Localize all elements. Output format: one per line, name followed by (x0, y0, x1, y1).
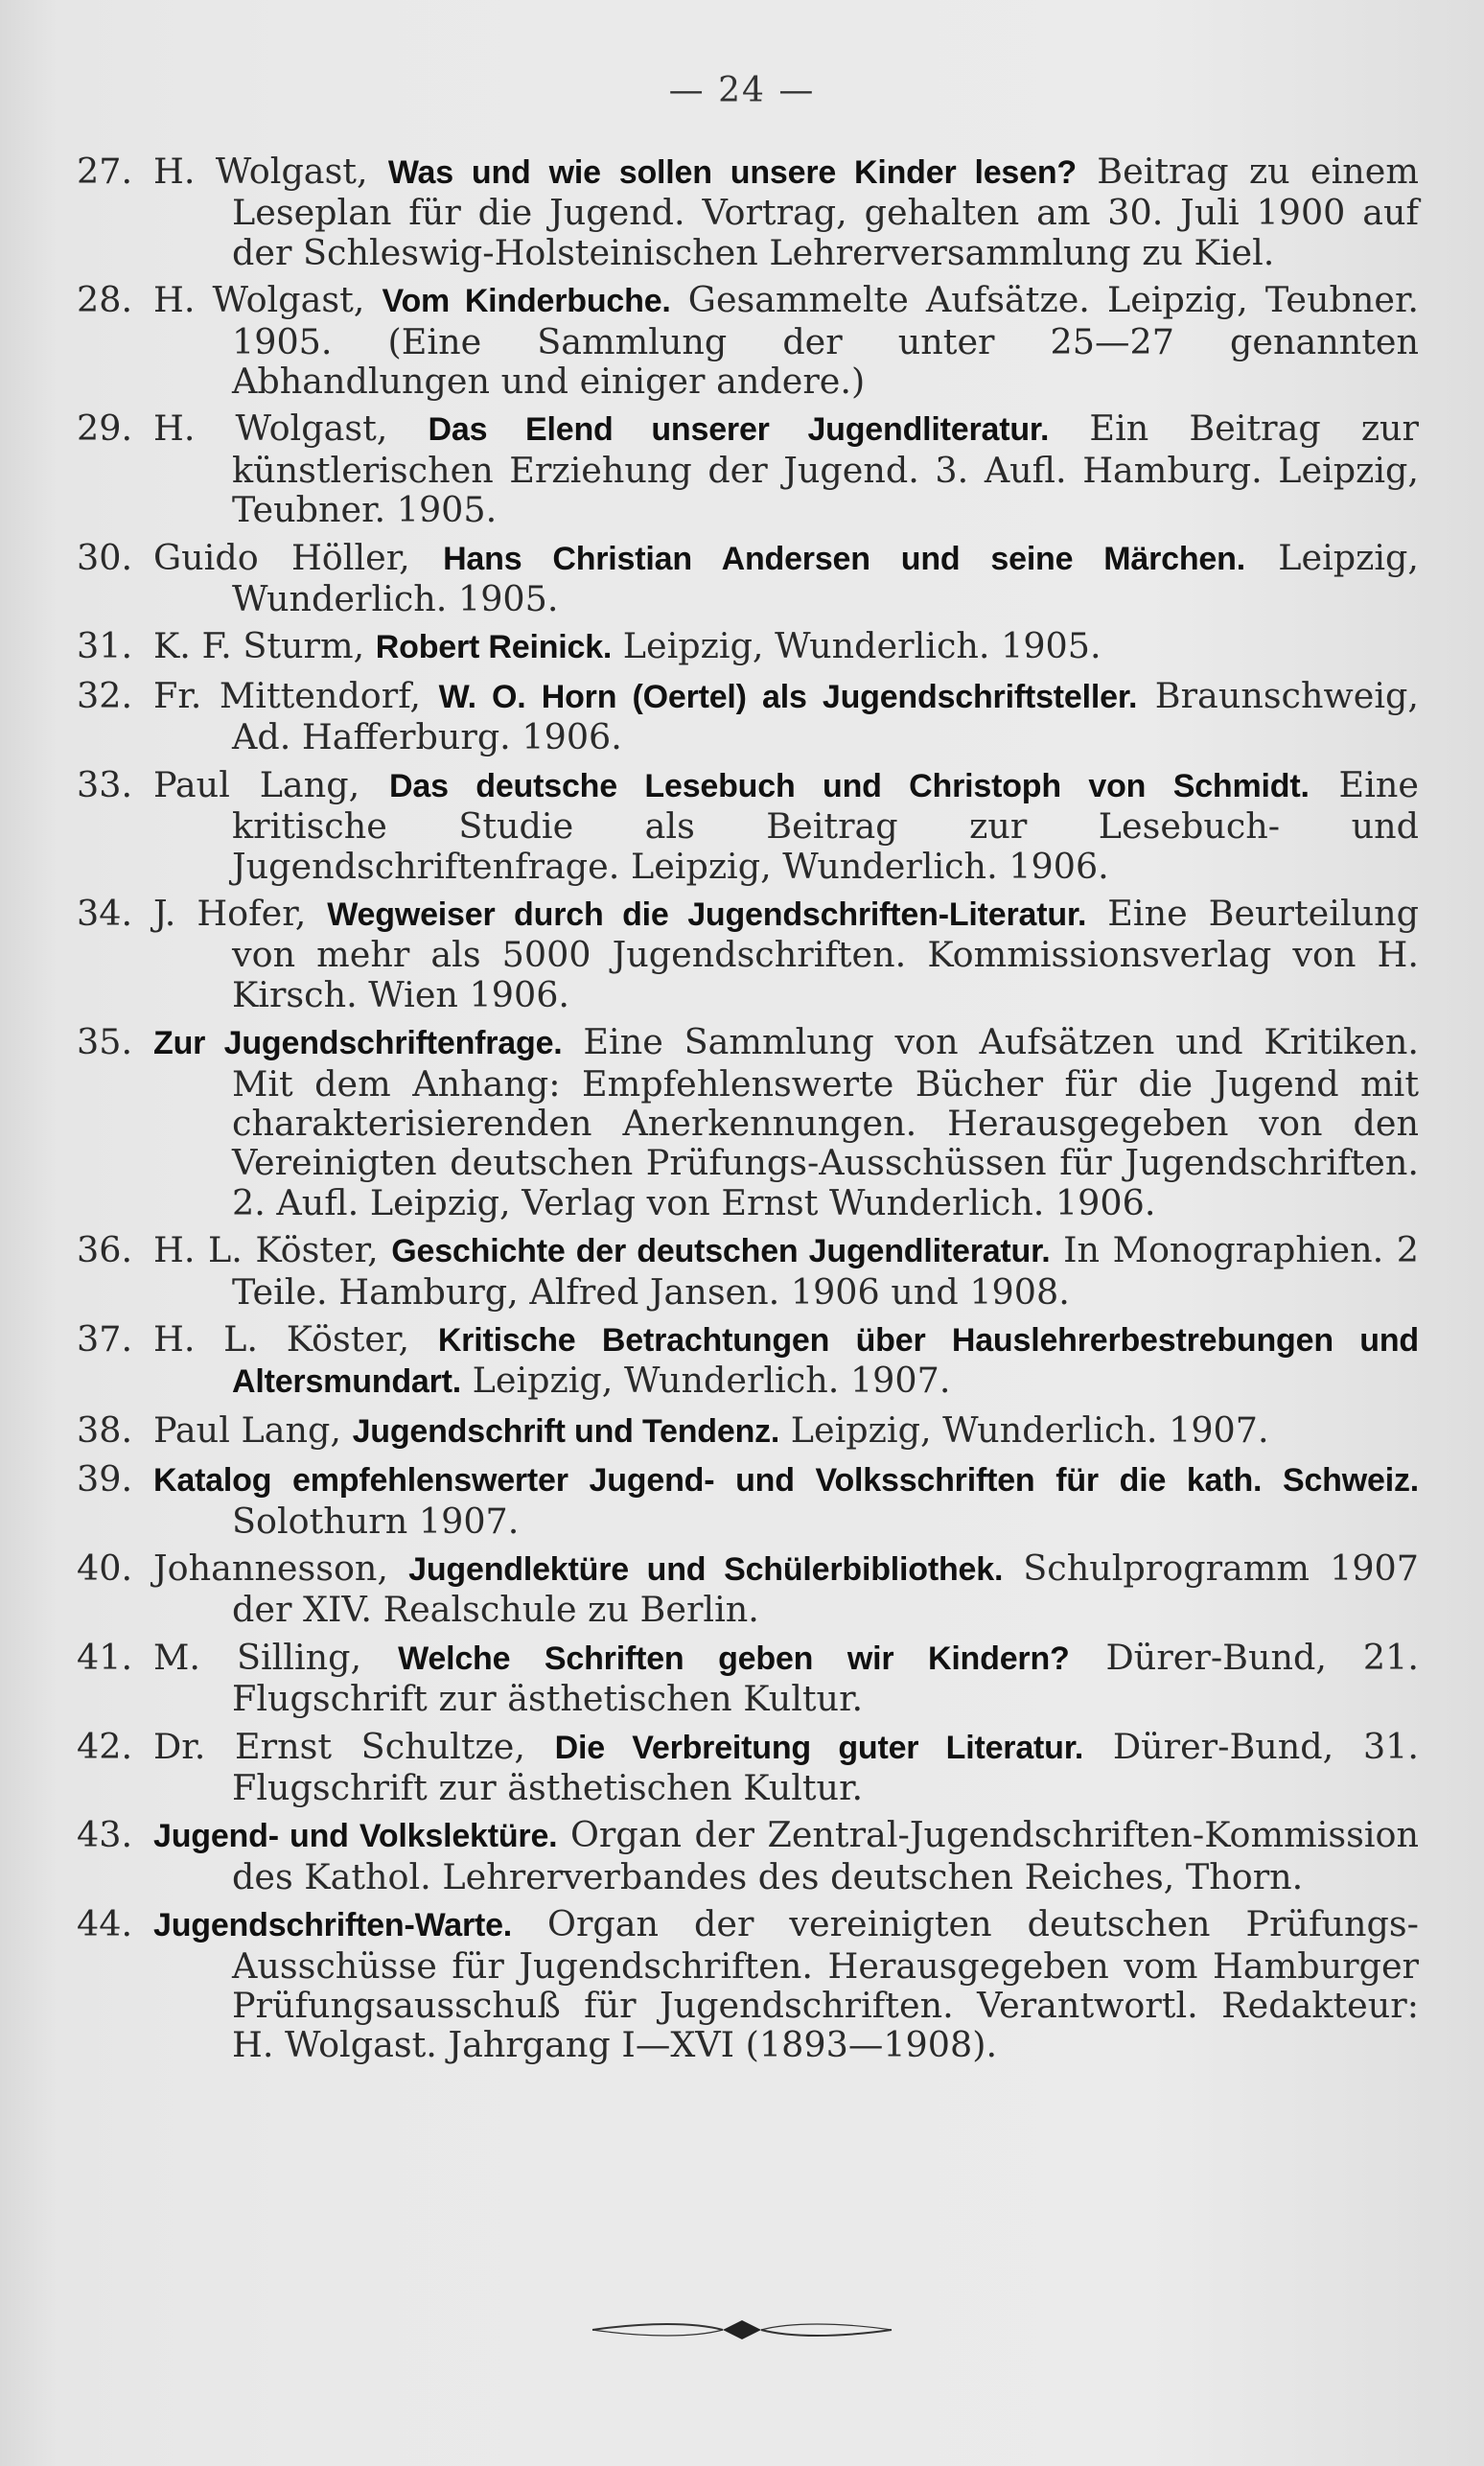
entry-author: Johannesson, (153, 1547, 389, 1589)
entry-title: Jugendlektüre und Schülerbibliothek. (408, 1551, 1004, 1588)
entry-details: Beitrag zu einem Leseplan für die Jugend. Vortrag, gehalten am 30. Juli 1900 auf der Schleswig-Holsteinischen Lehrerversammlung zu Kiel. (232, 151, 1420, 273)
entry-author: Paul Lang, (153, 1408, 341, 1451)
entry-details: Schulprogramm 1907 der XIV. Realschule zu Berlin. (232, 1547, 1419, 1631)
bibliography-entry (77, 1022, 1419, 1222)
bibliography-entry (77, 1638, 1419, 1719)
bibliography-entry (77, 1904, 1419, 2065)
entry-details: Gesammelte Aufsätze. Leipzig, Teubner. 1905. (Eine Sammlung der unter 25—27 genannten Abhandlungen und einiger andere.) (232, 279, 1420, 403)
entry-title: W. O. Horn (Oertel) als Jugendschriftsteller. (438, 678, 1138, 715)
entry-number: 35. (77, 1021, 133, 1063)
entry-details: Leipzig, Wunderlich. 1905. (232, 536, 1419, 620)
entry-author: K. F. Sturm, (153, 625, 365, 667)
entry-number: 40. (77, 1547, 133, 1589)
entry-author: H. Wolgast, (153, 279, 365, 321)
bibliography-entry (77, 538, 1419, 619)
bibliography-entry (77, 1815, 1419, 1896)
bibliography-entry (77, 408, 1419, 529)
entry-number: 27. (77, 151, 133, 192)
entry-number: 28. (77, 279, 133, 321)
entry-title: Das Elend unserer Jugendliteratur. (428, 411, 1050, 449)
entry-details: Solothurn 1907. (232, 1500, 520, 1542)
entry-details: Organ der Zentral-Jugendschriften-Kommission des Kathol. Lehrerverbandes des deutschen Reiches, Thorn. (232, 1814, 1419, 1897)
entry-details: Leipzig, Wunderlich. 1907. (472, 1360, 951, 1402)
entry-details: Braunschweig, Ad. Hafferburg. 1906. (232, 674, 1419, 758)
entry-title: Was und wie sollen unsere Kinder lesen? (387, 154, 1077, 191)
entry-number: 42. (77, 1725, 133, 1767)
bibliography-entry (77, 1548, 1419, 1630)
entry-details: Eine Beurteilung von mehr als 5000 Jugendschriften. Kommissionsverlag von H. Kirsch. Wien 1906. (232, 892, 1419, 1015)
entry-author: Dr. Ernst Schultze, (153, 1725, 525, 1767)
bibliography-entry (77, 1230, 1419, 1312)
entry-number: 38. (77, 1408, 133, 1451)
bibliography-entry (77, 1410, 1419, 1452)
entry-title: Geschichte der deutschen Jugendliteratur. (391, 1233, 1051, 1270)
entry-number: 43. (77, 1814, 133, 1856)
bibliography-entry (77, 1459, 1419, 1541)
entry-number: 39. (77, 1458, 133, 1501)
entry-author: Paul Lang, (153, 763, 360, 805)
bibliography-entry (77, 626, 1419, 667)
closing-ornament (589, 2313, 895, 2347)
bibliography-entry (77, 1727, 1419, 1808)
bibliography-entry (77, 1319, 1419, 1403)
entry-number: 32. (77, 674, 133, 716)
entry-title: Die Verbreitung guter Literatur. (554, 1729, 1084, 1766)
entry-author: H. L. Köster, (153, 1229, 379, 1271)
entry-number: 29. (77, 407, 133, 450)
bibliography-entry (77, 151, 1419, 272)
entry-details: Ein Beitrag zur künstlerischen Erziehung der Jugend. 3. Aufl. Hamburg. Leipzig, Teubner. 1905. (232, 407, 1419, 531)
entry-title: Vom Kinderbuche. (382, 283, 671, 320)
entry-title: Welche Schriften geben wir Kindern? (398, 1640, 1070, 1677)
entry-details: Leipzig, Wunderlich. 1905. (622, 625, 1101, 667)
entry-number: 31. (77, 625, 133, 667)
entry-author: J. Hofer, (153, 892, 307, 934)
entry-title: Jugendschriften-Warte. (153, 1907, 513, 1944)
entry-details: Leipzig, Wunderlich. 1907. (790, 1408, 1269, 1451)
entry-author: Guido Höller, (153, 536, 410, 578)
entry-details: Dürer-Bund, 31. Flugschrift zur ästhetischen Kultur. (232, 1725, 1420, 1809)
entry-title: Hans Christian Andersen und seine Märchen. (443, 540, 1245, 577)
entry-author: H. Wolgast, (153, 151, 368, 192)
bibliography-entry (77, 280, 1419, 401)
entry-author: M. Silling, (153, 1636, 362, 1678)
bibliography-list (77, 151, 1419, 2073)
entry-details: Dürer-Bund, 21. Flugschrift zur ästhetischen Kultur. (232, 1636, 1419, 1720)
entry-title: Kritische Betrachtungen über Hauslehrerbestrebungen und Altersmundart. (232, 1321, 1419, 1401)
page-number: — 24 — (668, 71, 816, 110)
entry-title: Wegweiser durch die Jugendschriften-Literatur. (327, 896, 1087, 933)
entry-details: In Monographien. 2 Teile. Hamburg, Alfred Jansen. 1906 und 1908. (232, 1229, 1420, 1313)
entry-title: Katalog empfehlenswerter Jugend- und Volksschriften für die kath. Schweiz. (153, 1462, 1419, 1500)
entry-title: Jugendschrift und Tendenz. (352, 1412, 780, 1450)
entry-number: 44. (77, 1903, 133, 1945)
entry-details: Eine kritische Studie als Beitrag zur Lesebuch- und Jugendschriftenfrage. Leipzig, Wunderlich. 1906. (232, 763, 1419, 887)
entry-title: Jugend- und Volkslektüre. (153, 1818, 558, 1855)
entry-details: Eine Sammlung von Aufsätzen und Kritiken. Mit dem Anhang: Empfehlenswerte Bücher für die Jugend mit charakterisierenden Anerkennungen. Herausgegeben von den Vereinigten deutschen Prüfungs-Ausschüssen für Jugendschriften. 2. Aufl. Leipzig, Verlag von Ernst Wunderlich. 1906. (232, 1021, 1419, 1223)
entry-number: 36. (77, 1229, 133, 1271)
entry-details: Organ der vereinigten deutschen Prüfungs-Ausschüsse für Jugendschriften. Herausgegeben vom Hamburger Prüfungsausschuß für Jugendschriften. Verantwortl. Redakteur: H. Wolgast. Jahrgang I—XVI (1893—1908). (232, 1903, 1419, 2066)
entry-author: Fr. Mittendorf, (153, 674, 422, 716)
entry-number: 34. (77, 892, 133, 934)
entry-number: 30. (77, 536, 133, 578)
bibliography-entry (77, 765, 1419, 886)
bibliography-entry (77, 894, 1419, 1014)
entry-title: Zur Jugendschriftenfrage. (153, 1025, 563, 1062)
bibliography-entry (77, 676, 1419, 757)
entry-title: Robert Reinick. (375, 629, 613, 666)
entry-number: 37. (77, 1317, 133, 1360)
entry-author: H. L. Köster, (153, 1317, 410, 1360)
entry-title: Das deutsche Lesebuch und Christoph von Schmidt. (389, 767, 1310, 804)
entry-number: 33. (77, 763, 133, 805)
entry-number: 41. (77, 1636, 133, 1678)
entry-author: H. Wolgast, (153, 407, 388, 450)
